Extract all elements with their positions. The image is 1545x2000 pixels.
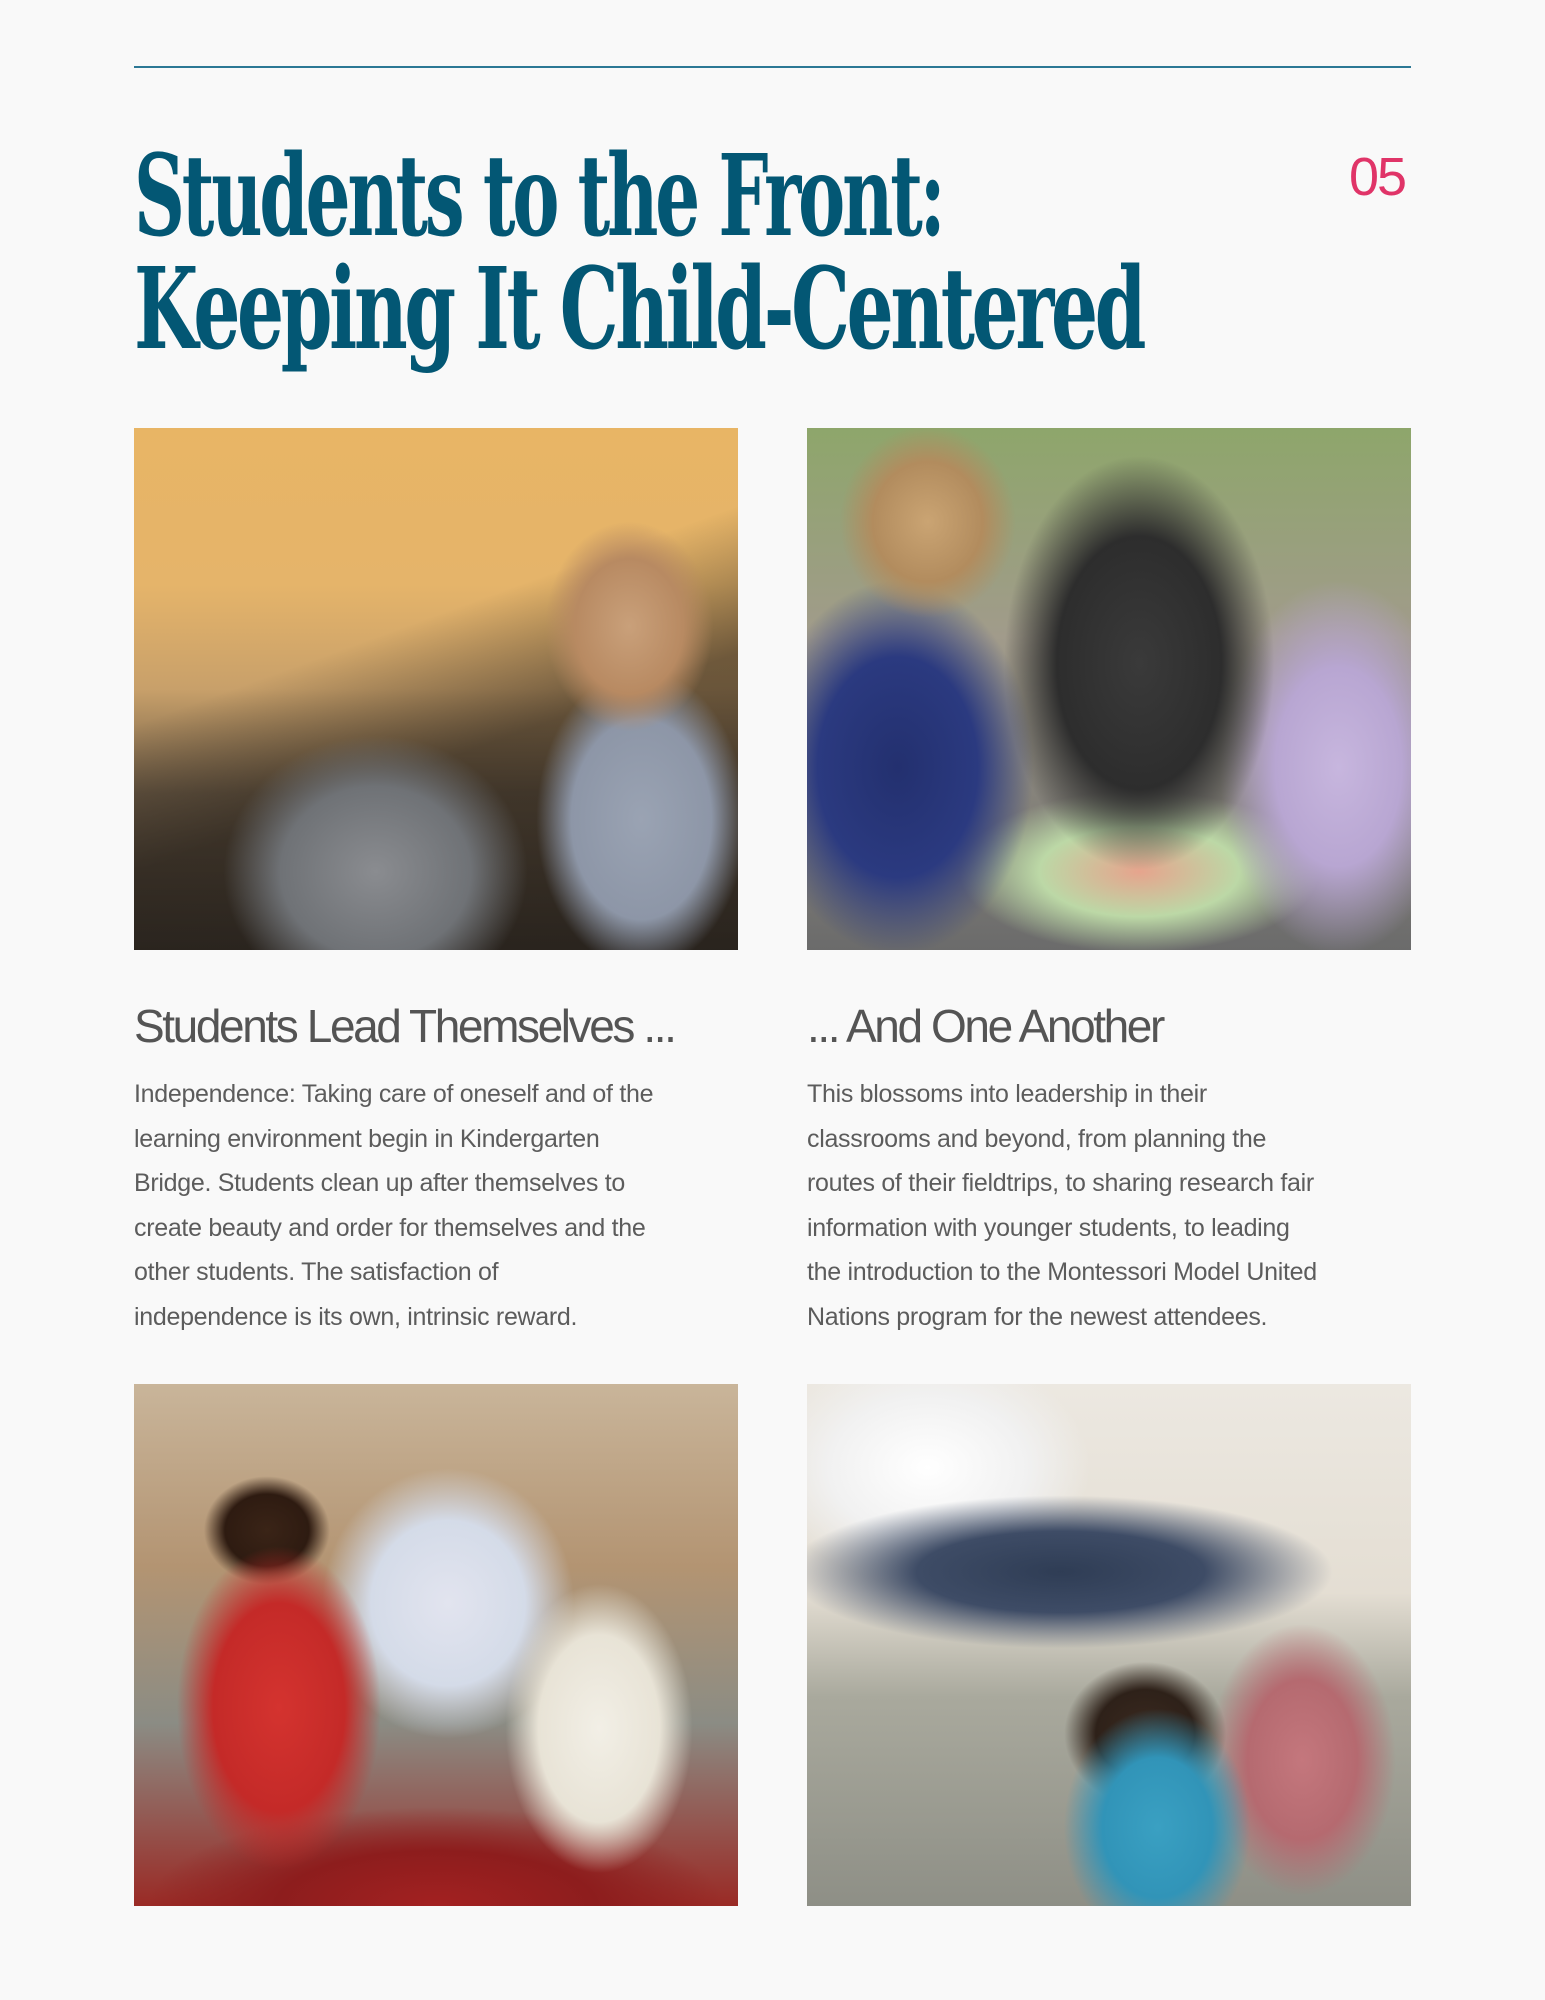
body-line: create beauty and order for themselves and the	[134, 1213, 646, 1242]
body-line: This blossoms into leadership in their	[807, 1080, 1207, 1108]
body-line: classrooms and beyond, from planning the	[807, 1124, 1267, 1153]
body-line: independence is its own, intrinsic reward.	[134, 1302, 578, 1331]
header-rule	[134, 66, 1411, 68]
body-line: information with younger students, to leading	[807, 1213, 1290, 1242]
section-body	[807, 1072, 1411, 1340]
body-line: learning environment begin in Kindergarten	[134, 1124, 600, 1153]
photo-auroras-poster-presentation	[134, 1384, 738, 1906]
page-title-line-2: Keeping It Child-Centered	[134, 244, 1144, 375]
body-line: routes of their fieldtrips, to sharing research fair	[807, 1169, 1314, 1198]
page-title	[134, 131, 1545, 375]
body-line: Bridge. Students clean up after themselves to	[134, 1169, 625, 1198]
section-body	[134, 1072, 738, 1340]
body-line: Nations program for the newest attendees.	[807, 1302, 1268, 1331]
section-one-another	[807, 998, 1411, 1340]
photo-children-reading-maps	[807, 428, 1411, 950]
body-line: other students. The satisfaction of	[134, 1258, 499, 1287]
section-lead-themselves	[134, 998, 738, 1340]
photo-students-presenting-classroom	[807, 1384, 1411, 1906]
section-heading: ... And One Another	[807, 1000, 1163, 1052]
photo-child-washing-dishes	[134, 428, 738, 950]
page-title-line-1: Students to the Front:	[134, 131, 943, 262]
body-line: Independence: Taking care of oneself and of the	[134, 1080, 654, 1108]
body-line: the introduction to the Montessori Model United	[807, 1258, 1317, 1287]
section-heading: Students Lead Themselves ...	[134, 1000, 675, 1052]
page-number: 05	[1349, 147, 1406, 207]
